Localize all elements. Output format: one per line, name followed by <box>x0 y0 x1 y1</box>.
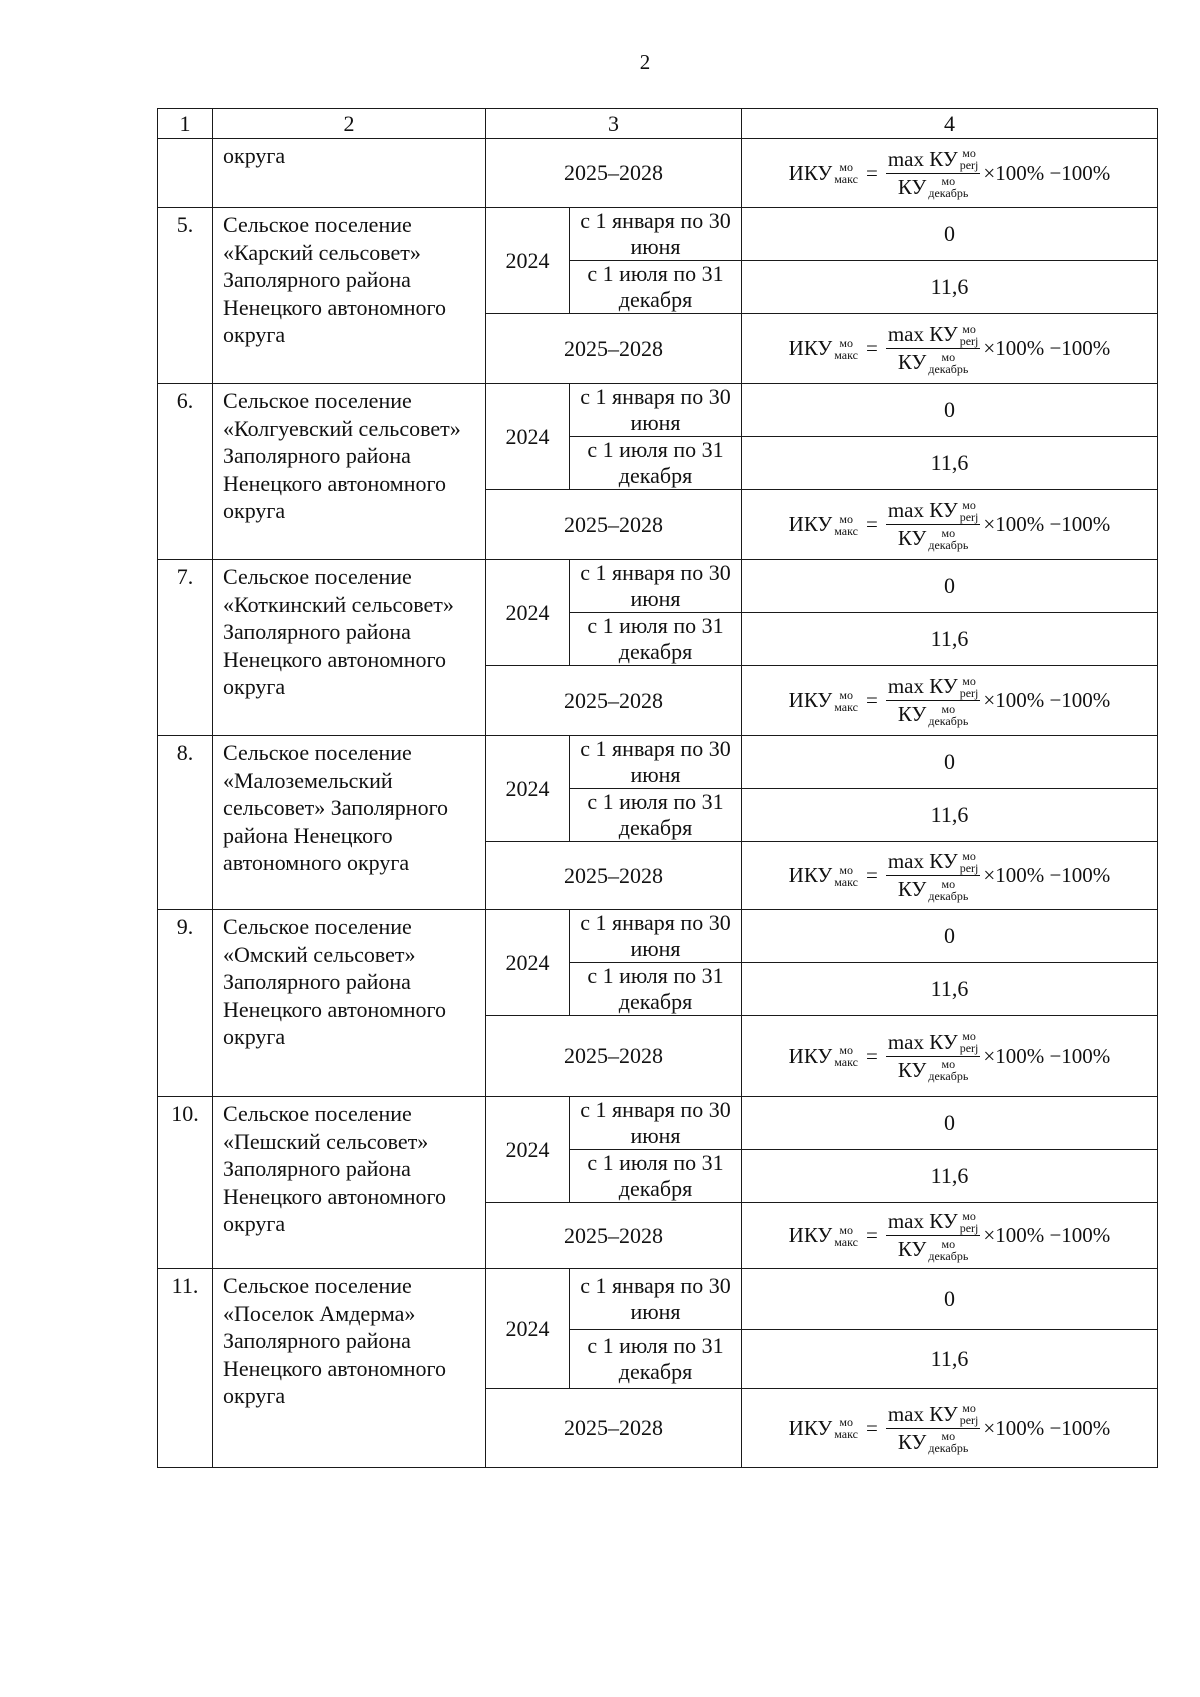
formula-fraction <box>886 147 981 200</box>
formula-eq: = <box>866 336 878 360</box>
formula-fraction <box>886 1402 981 1455</box>
formula-numerator: max КУ <box>887 498 958 522</box>
formula-lhs: ИКУ <box>788 160 833 185</box>
period-first-half: с 1 января по 30 июня <box>570 736 742 789</box>
formula-den-sub: декабрь <box>928 186 969 200</box>
formula-eq: = <box>866 1043 878 1068</box>
years-cell: 2025–2028 <box>486 1203 742 1269</box>
formula-cell <box>742 842 1158 910</box>
period-second-half: с 1 июля по 31 декабря <box>570 789 742 842</box>
formula-den-sub: декабрь <box>928 1248 969 1263</box>
value-first-half: 0 <box>742 1097 1158 1150</box>
value-second-half: 11,6 <box>742 963 1158 1016</box>
formula-den-sub: декабрь <box>928 361 969 376</box>
formula-lhs: ИКУ <box>788 1415 833 1440</box>
year-cell: 2024 <box>486 1269 570 1389</box>
period-second-half: с 1 июля по 31 декабря <box>570 613 742 666</box>
row-number: 9. <box>158 910 213 1097</box>
formula-fraction <box>886 849 981 902</box>
tariff-index-table <box>157 108 1158 1468</box>
period-second-half: с 1 июля по 31 декабря <box>570 1150 742 1203</box>
row-number: 11. <box>158 1269 213 1468</box>
formula-fraction <box>886 1209 981 1262</box>
formula-cell <box>742 1203 1158 1269</box>
formula-den-sup: мо <box>941 876 956 891</box>
formula-lhs-sup: мо <box>839 511 853 526</box>
period-second-half: с 1 июля по 31 декабря <box>570 437 742 490</box>
header-col-1: 1 <box>158 109 213 139</box>
formula-numerator: max КУ <box>887 1209 958 1233</box>
formula-tail: ×100% −100% <box>983 688 1111 712</box>
formula-cell <box>742 490 1158 560</box>
formula-cell <box>742 1389 1158 1468</box>
index-formula <box>789 1030 1111 1083</box>
index-formula <box>789 498 1111 551</box>
formula-tail: ×100% −100% <box>983 512 1111 536</box>
formula-eq: = <box>866 688 878 712</box>
period-first-half: с 1 января по 30 июня <box>570 560 742 613</box>
formula-num-sub: perj <box>959 333 979 348</box>
formula-lhs: ИКУ <box>788 1223 833 1247</box>
table-row <box>158 910 1158 963</box>
years-cell: 2025–2028 <box>486 490 742 560</box>
value-first-half: 0 <box>742 1269 1158 1330</box>
formula-lhs-sub: макс <box>834 874 858 889</box>
period-first-half: с 1 января по 30 июня <box>570 910 742 963</box>
municipality-name: округа <box>213 139 486 208</box>
continuation-row <box>158 139 1158 208</box>
formula-den-sup: мо <box>941 174 956 188</box>
formula-fraction <box>886 674 981 727</box>
formula-den-sub: декабрь <box>928 537 969 552</box>
period-second-half: с 1 июля по 31 декабря <box>570 1330 742 1389</box>
formula-denominator: КУ <box>897 1237 927 1261</box>
period-first-half: с 1 января по 30 июня <box>570 208 742 261</box>
formula-eq: = <box>866 1223 878 1247</box>
municipality-name: Сельское поселение «Коткинский сельсовет» Заполярного района Ненецкого автономного округа <box>213 560 486 736</box>
header-col-2: 2 <box>213 109 486 139</box>
formula-den-sub: декабрь <box>928 1441 969 1455</box>
year-cell: 2024 <box>486 208 570 314</box>
years-cell: 2025–2028 <box>486 314 742 384</box>
formula-num-sup: мо <box>962 1208 976 1223</box>
formula-lhs-sup: мо <box>839 862 853 877</box>
index-formula <box>789 1209 1111 1262</box>
index-formula <box>789 674 1111 727</box>
formula-cell <box>742 139 1158 208</box>
municipality-name: Сельское поселение «Омский сельсовет» Заполярного района Ненецкого автономного округа <box>213 910 486 1097</box>
index-formula <box>789 1402 1111 1455</box>
table-row <box>158 736 1158 789</box>
formula-lhs-sub: макс <box>834 172 858 186</box>
value-first-half: 0 <box>742 208 1158 261</box>
table-row <box>158 1097 1158 1150</box>
index-formula <box>789 849 1111 902</box>
year-cell: 2024 <box>486 384 570 490</box>
value-first-half: 0 <box>742 560 1158 613</box>
formula-lhs: ИКУ <box>788 336 833 360</box>
formula-lhs-sup: мо <box>839 687 853 702</box>
formula-den-sup: мо <box>941 1057 956 1071</box>
years-cell: 2025–2028 <box>486 842 742 910</box>
page-number: 2 <box>639 50 651 74</box>
formula-denominator: КУ <box>897 1057 927 1082</box>
table-row <box>158 384 1158 437</box>
value-second-half: 11,6 <box>742 261 1158 314</box>
value-second-half: 11,6 <box>742 789 1158 842</box>
formula-lhs-sub: макс <box>834 1055 858 1069</box>
formula-num-sup: мо <box>962 673 976 688</box>
period-first-half: с 1 января по 30 июня <box>570 1269 742 1330</box>
header-row <box>158 109 1158 139</box>
formula-num-sup: мо <box>962 146 976 160</box>
row-number: 10. <box>158 1097 213 1269</box>
formula-num-sub: perj <box>959 1413 979 1427</box>
formula-lhs: ИКУ <box>788 1043 833 1068</box>
formula-num-sup: мо <box>962 321 976 336</box>
formula-num-sub: perj <box>959 509 979 524</box>
formula-numerator: max КУ <box>887 849 958 873</box>
row-number: 5. <box>158 208 213 384</box>
municipality-name: Сельское поселение «Поселок Амдерма» Заполярного района Ненецкого автономного округа <box>213 1269 486 1468</box>
value-second-half: 11,6 <box>742 613 1158 666</box>
index-formula <box>789 147 1111 200</box>
formula-cell <box>742 314 1158 384</box>
formula-denominator: КУ <box>897 702 927 726</box>
formula-den-sub: декабрь <box>928 888 969 903</box>
formula-tail: ×100% −100% <box>983 160 1111 185</box>
formula-eq: = <box>866 1415 878 1440</box>
header-col-3: 3 <box>486 109 742 139</box>
formula-tail: ×100% −100% <box>983 1223 1111 1247</box>
years-cell: 2025–2028 <box>486 1016 742 1097</box>
formula-num-sup: мо <box>962 1029 976 1043</box>
formula-den-sup: мо <box>941 525 956 540</box>
index-formula <box>789 322 1111 375</box>
formula-lhs: ИКУ <box>788 512 833 536</box>
formula-eq: = <box>866 160 878 185</box>
formula-denominator: КУ <box>897 174 927 199</box>
year-cell: 2024 <box>486 1097 570 1203</box>
years-cell: 2025–2028 <box>486 1389 742 1468</box>
formula-num-sub: perj <box>959 158 979 172</box>
formula-lhs-sup: мо <box>839 1222 853 1237</box>
table-row <box>158 208 1158 261</box>
row-number-cell <box>158 139 213 208</box>
formula-den-sup: мо <box>941 1236 956 1251</box>
value-first-half: 0 <box>742 736 1158 789</box>
formula-tail: ×100% −100% <box>983 336 1111 360</box>
formula-lhs-sup: мо <box>839 160 853 174</box>
years-cell: 2025–2028 <box>486 666 742 736</box>
formula-eq: = <box>866 863 878 887</box>
period-second-half: с 1 июля по 31 декабря <box>570 261 742 314</box>
formula-numerator: max КУ <box>887 146 958 171</box>
formula-fraction <box>886 322 981 375</box>
value-second-half: 11,6 <box>742 437 1158 490</box>
formula-den-sub: декабрь <box>928 713 969 728</box>
formula-lhs-sub: макс <box>834 1234 858 1249</box>
formula-lhs: ИКУ <box>788 863 833 887</box>
formula-lhs-sub: макс <box>834 699 858 714</box>
municipality-name: Сельское поселение «Карский сельсовет» Заполярного района Ненецкого автономного округа <box>213 208 486 384</box>
formula-cell <box>742 1016 1158 1097</box>
year-cell: 2024 <box>486 736 570 842</box>
table-row <box>158 1269 1158 1330</box>
period-first-half: с 1 января по 30 июня <box>570 1097 742 1150</box>
formula-denominator: КУ <box>897 350 927 374</box>
formula-numerator: max КУ <box>887 322 958 346</box>
formula-eq: = <box>866 512 878 536</box>
formula-lhs-sup: мо <box>839 335 853 350</box>
formula-den-sup: мо <box>941 1429 956 1443</box>
formula-lhs-sub: макс <box>834 1427 858 1441</box>
formula-numerator: max КУ <box>887 1029 958 1054</box>
year-cell: 2024 <box>486 910 570 1016</box>
row-number: 6. <box>158 384 213 560</box>
table-row <box>158 560 1158 613</box>
formula-num-sup: мо <box>962 848 976 863</box>
formula-num-sub: perj <box>959 685 979 700</box>
formula-numerator: max КУ <box>887 1401 958 1426</box>
municipality-name: Сельское поселение «Пешский сельсовет» Заполярного района Ненецкого автономного округа <box>213 1097 486 1269</box>
formula-num-sub: perj <box>959 1041 979 1055</box>
formula-lhs: ИКУ <box>788 688 833 712</box>
formula-denominator: КУ <box>897 1429 927 1454</box>
formula-den-sup: мо <box>941 349 956 364</box>
formula-den-sub: декабрь <box>928 1069 969 1083</box>
formula-num-sub: perj <box>959 860 979 875</box>
value-second-half: 11,6 <box>742 1330 1158 1389</box>
formula-num-sub: perj <box>959 1220 979 1235</box>
formula-fraction <box>886 1030 981 1083</box>
formula-num-sup: мо <box>962 497 976 512</box>
formula-lhs-sub: макс <box>834 347 858 362</box>
formula-num-sup: мо <box>962 1401 976 1415</box>
formula-lhs-sup: мо <box>839 1415 853 1429</box>
year-cell: 2024 <box>486 560 570 666</box>
years-cell: 2025–2028 <box>486 139 742 208</box>
formula-cell <box>742 666 1158 736</box>
formula-tail: ×100% −100% <box>983 1415 1111 1440</box>
value-second-half: 11,6 <box>742 1150 1158 1203</box>
formula-numerator: max КУ <box>887 674 958 698</box>
formula-den-sup: мо <box>941 701 956 716</box>
municipality-name: Сельское поселение «Малоземельский сельсовет» Заполярного района Ненецкого автономного округа <box>213 736 486 910</box>
formula-tail: ×100% −100% <box>983 1043 1111 1068</box>
value-first-half: 0 <box>742 910 1158 963</box>
row-number: 7. <box>158 560 213 736</box>
value-first-half: 0 <box>742 384 1158 437</box>
period-first-half: с 1 января по 30 июня <box>570 384 742 437</box>
formula-lhs-sup: мо <box>839 1043 853 1057</box>
formula-tail: ×100% −100% <box>983 863 1111 887</box>
header-col-4: 4 <box>742 109 1158 139</box>
formula-lhs-sub: макс <box>834 523 858 538</box>
period-second-half: с 1 июля по 31 декабря <box>570 963 742 1016</box>
formula-denominator: КУ <box>897 526 927 550</box>
municipality-name: Сельское поселение «Колгуевский сельсовет» Заполярного района Ненецкого автономного округа <box>213 384 486 560</box>
formula-fraction <box>886 498 981 551</box>
row-number: 8. <box>158 736 213 910</box>
formula-denominator: КУ <box>897 877 927 901</box>
